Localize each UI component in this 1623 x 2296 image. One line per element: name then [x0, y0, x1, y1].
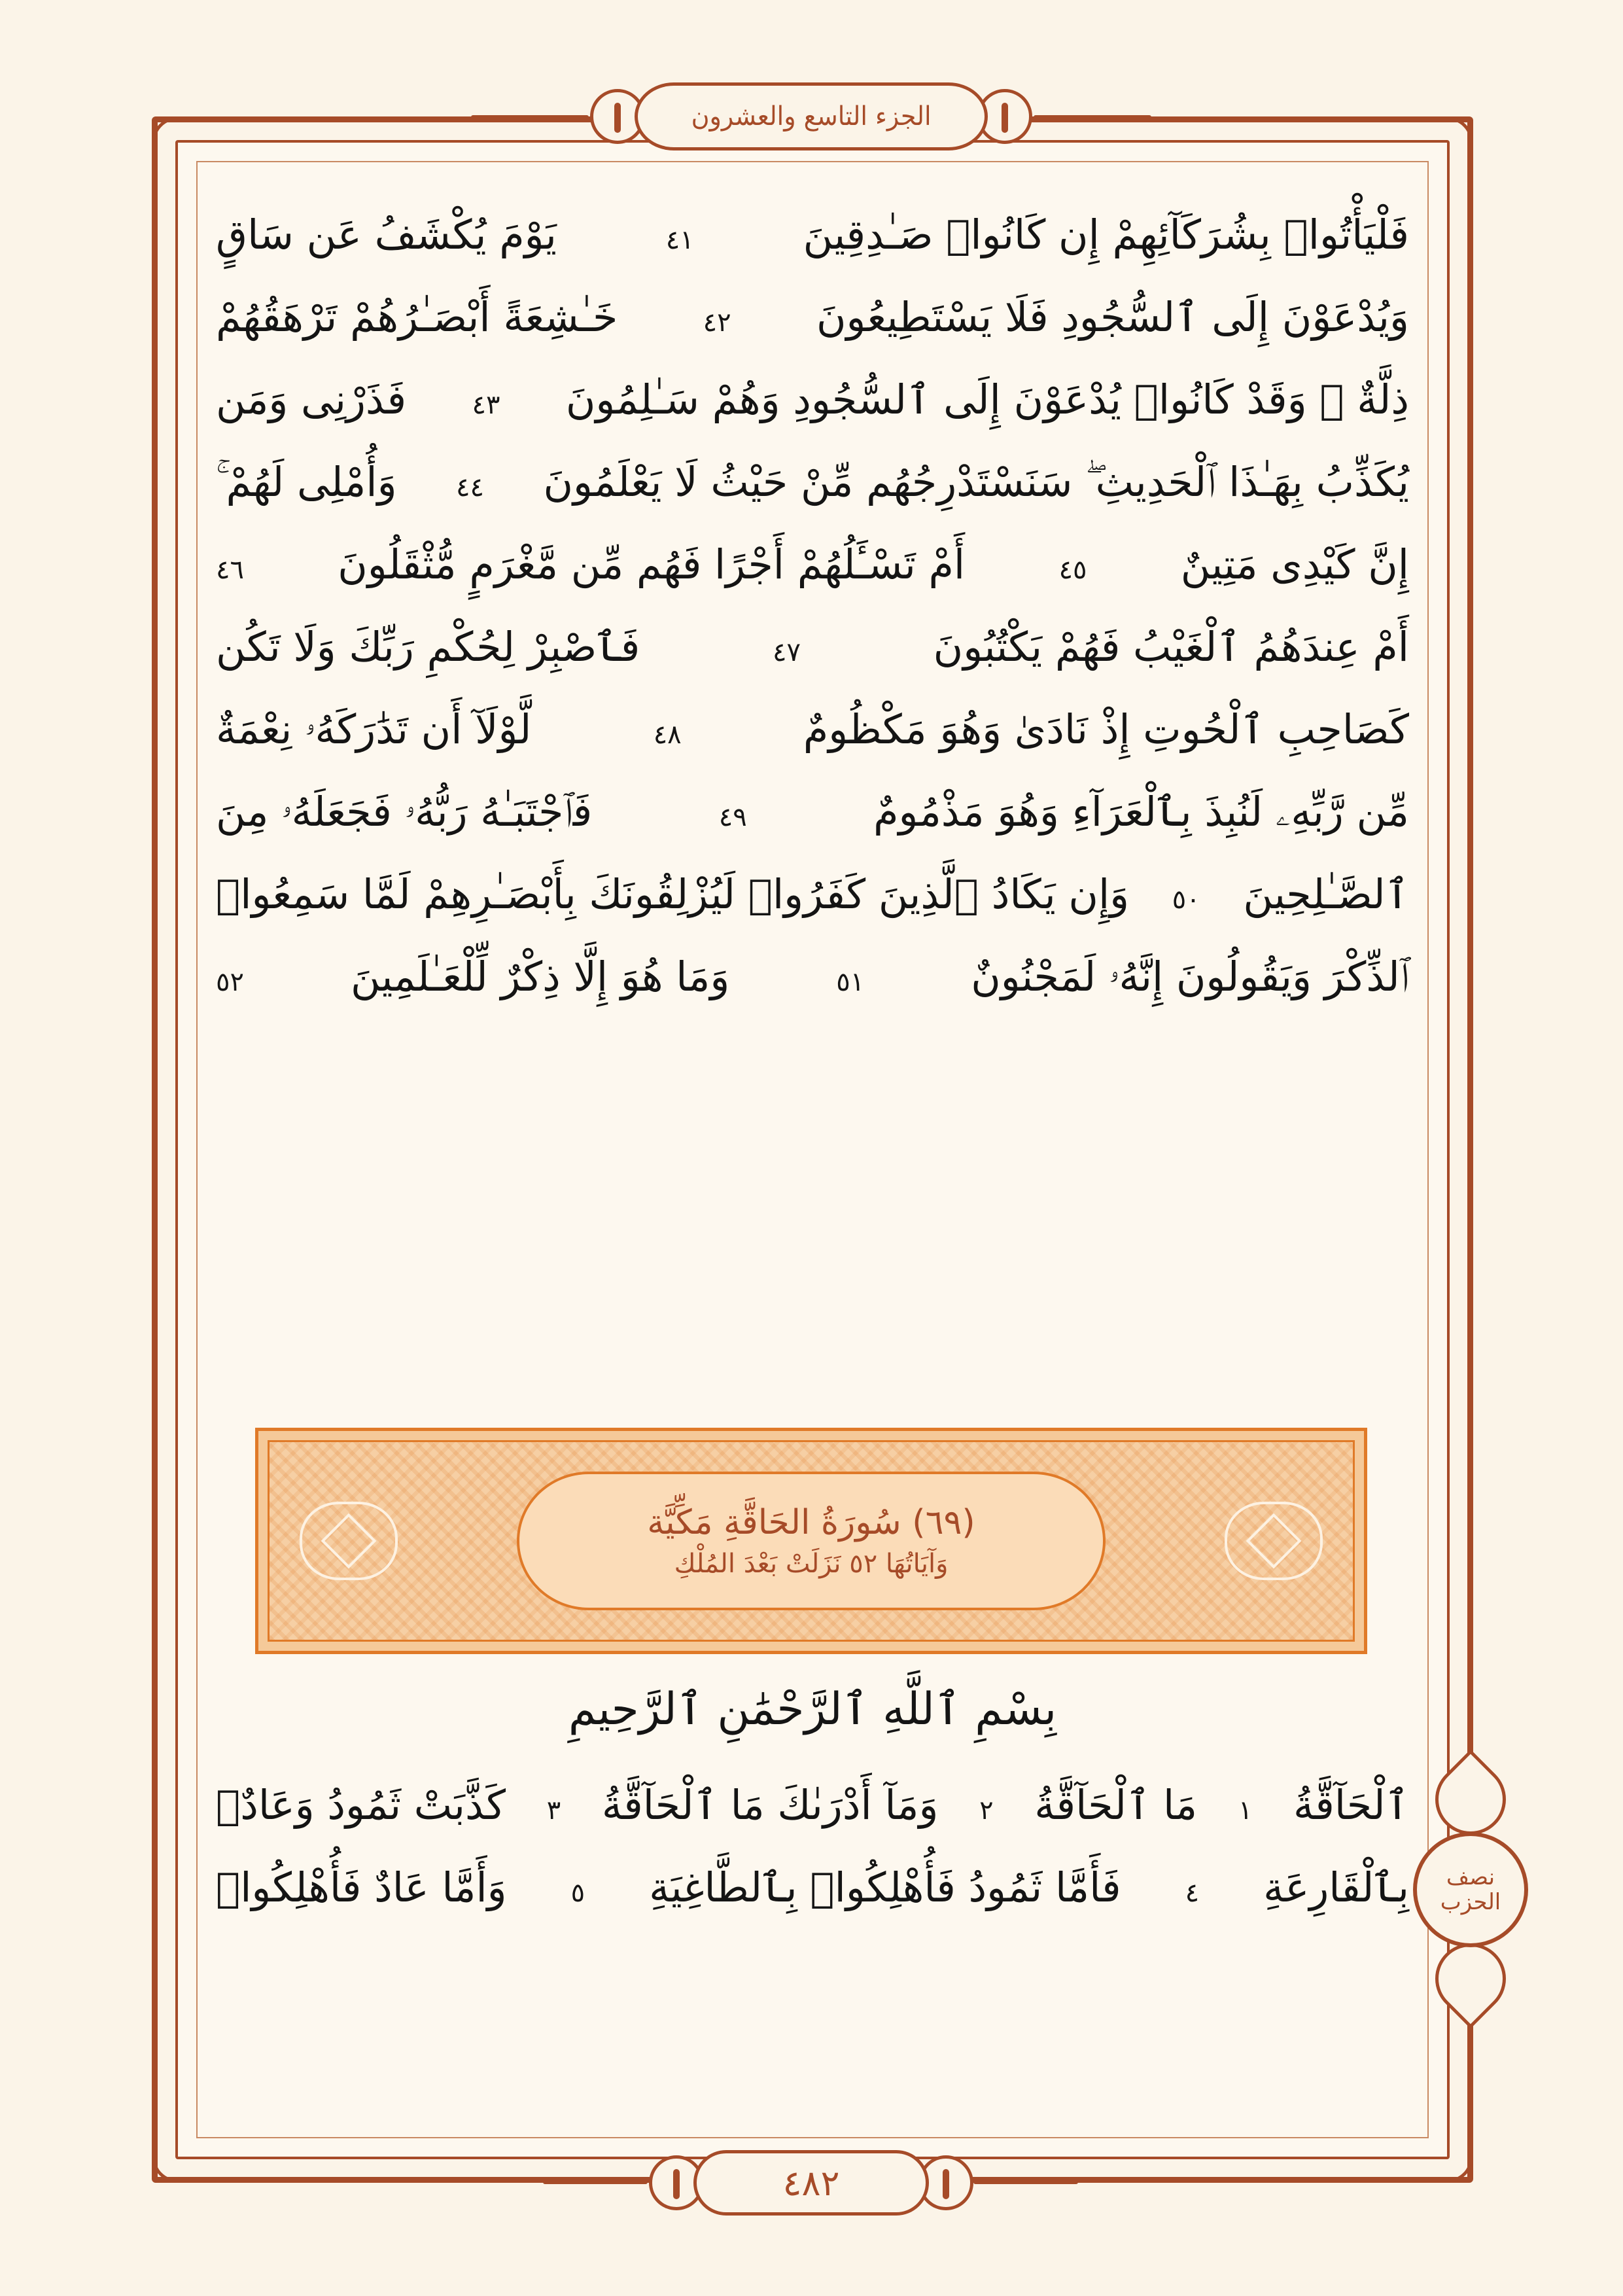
juz-label: الجزء التاسع والعشرون — [691, 101, 932, 132]
surah-title-line — [647, 1503, 975, 1542]
ayah-segment: أَمْ تَسْـَٔلُهُمْ أَجْرًا فَهُم مِّن مَّغْرَمٍ مُّثْقَلُونَ — [338, 540, 966, 588]
ayah-line — [216, 1849, 1409, 1932]
ayah-line — [216, 1767, 1409, 1849]
folio-rule-right — [973, 2180, 1078, 2184]
ayah-number: ٤٥ — [1058, 555, 1087, 585]
ayah-number: ٥١ — [836, 967, 865, 997]
ayah-segment: فَٱصْبِرْ لِحُكْمِ رَبِّكَ وَلَا تَكُن — [216, 623, 640, 671]
ayah-number: ٤٩ — [718, 802, 747, 832]
surah-title: سُورَةُ الحَاقَّةِ مَكِّيَّة — [647, 1503, 901, 1542]
corner-ornament-top-left — [152, 116, 212, 177]
corner-ornament-bottom-right — [1413, 2123, 1473, 2183]
ayah-segment: كَصَاحِبِ ٱلْحُوتِ إِذْ نَادَىٰ وَهُوَ مَكْظُومٌ — [803, 705, 1409, 753]
ayah-number: ٤ — [1185, 1878, 1200, 1908]
ayah-number: ٤٢ — [703, 308, 731, 338]
juz-rule-left — [471, 115, 589, 119]
quran-text-block — [216, 196, 1409, 1021]
ayah-line — [216, 609, 1409, 691]
ayah-segment: يُكَذِّبُ بِهَـٰذَا ٱلْحَدِيثِ ۖ سَنَسْتَدْرِجُهُم مِّنْ حَيْثُ لَا يَعْلَمُونَ — [543, 458, 1409, 506]
ayah-segment: ذِلَّةٌ ۖ وَقَدْ كَانُوا۟ يُدْعَوْنَ إِلَى ٱلسُّجُودِ وَهُمْ سَـٰلِمُونَ — [565, 376, 1409, 423]
ayah-segment: وَإِن يَكَادُ ٱلَّذِينَ كَفَرُوا۟ لَيُزْلِقُونَكَ بِأَبْصَـٰرِهِمْ لَمَّا سَمِعُوا۟ — [216, 870, 1130, 918]
ayah-line — [216, 856, 1409, 938]
juz-rule-right — [1034, 115, 1151, 119]
hizb-marker-ornament — [1399, 1754, 1537, 2028]
ayah-number: ٥٠ — [1172, 885, 1200, 915]
ayah-segment: بِٱلْقَارِعَةِ — [1263, 1863, 1409, 1911]
panel-medallion-right-icon — [1225, 1502, 1323, 1580]
hizb-circle — [1413, 1832, 1528, 1947]
ayah-segment: ٱلصَّـٰلِحِينَ — [1243, 870, 1409, 918]
ayah-segment: وَمَآ أَدْرَىٰكَ مَا ٱلْحَآقَّةُ — [601, 1781, 939, 1829]
ayah-segment: وَأُمْلِى لَهُمْ ۚ — [216, 458, 397, 506]
surah-title-cartouche — [517, 1472, 1106, 1610]
ayah-number: ٣ — [546, 1795, 561, 1826]
page-number-ornament — [615, 2150, 1007, 2216]
ayah-segment: كَذَّبَتْ ثَمُودُ وَعَادٌۢ — [216, 1781, 506, 1829]
folio-rule-left — [543, 2180, 648, 2184]
surah-heading-panel — [255, 1428, 1367, 1654]
ayah-number: ١ — [1238, 1795, 1253, 1826]
hizb-label: نصف الحزب — [1440, 1864, 1501, 1915]
ayah-segment: يَوْمَ يُكْشَفُ عَن سَاقٍ — [216, 211, 557, 258]
ayah-line — [216, 279, 1409, 361]
corner-ornament-bottom-left — [152, 2123, 212, 2183]
ayah-segment: مَا ٱلْحَآقَّةُ — [1034, 1781, 1198, 1829]
ayah-segment: فَٱجْتَبَـٰهُ رَبُّهُۥ فَجَعَلَهُۥ مِنَ — [216, 788, 593, 836]
ayah-number: ٥ — [570, 1878, 585, 1908]
ayah-segment: ٱلذِّكْرَ وَيَقُولُونَ إِنَّهُۥ لَمَجْنُونٌ — [971, 953, 1409, 1000]
page-number: ٤٨٢ — [782, 2162, 840, 2204]
ayah-segment: وَمَا هُوَ إِلَّا ذِكْرٌ لِّلْعَـٰلَمِينَ — [350, 953, 730, 1000]
ayah-segment: فَذَرْنِى وَمَن — [216, 376, 407, 423]
ayah-line — [216, 361, 1409, 444]
surah-subtitle: وَآيَاتُهَا ٥٢ نَزَلَتْ بَعْدَ المُلْكِ — [674, 1549, 949, 1579]
ayah-number: ٥٢ — [216, 967, 244, 997]
surah-text-block — [216, 1767, 1409, 1932]
panel-medallion-left-icon — [300, 1502, 398, 1580]
ayah-line — [216, 444, 1409, 526]
ayah-number: ٤٣ — [472, 390, 500, 420]
ayah-line — [216, 196, 1409, 279]
ayah-segment: وَيُدْعَوْنَ إِلَى ٱلسُّجُودِ فَلَا يَسْتَطِيعُونَ — [816, 293, 1409, 341]
ayah-number: ٢ — [979, 1795, 994, 1826]
ayah-segment: مِّن رَّبِّهِۦ لَنُبِذَ بِٱلْعَرَآءِ وَهُوَ مَذْمُومٌ — [873, 788, 1409, 836]
ayah-number: ٤٦ — [216, 555, 244, 585]
surah-number: (٦٩) — [912, 1503, 975, 1542]
ayah-line — [216, 773, 1409, 856]
ayah-segment: خَـٰشِعَةً أَبْصَـٰرُهُمْ تَرْهَقُهُمْ — [216, 293, 618, 341]
ayah-segment: إِنَّ كَيْدِى مَتِينٌ — [1180, 540, 1409, 588]
ayah-number: ٤٧ — [772, 637, 801, 667]
basmala-line: بِسْمِ ٱللَّهِ ٱلرَّحْمَٰنِ ٱلرَّحِيمِ — [568, 1684, 1057, 1735]
ayah-line — [216, 526, 1409, 609]
ayah-line — [216, 691, 1409, 773]
ayah-segment: فَأَمَّا ثَمُودُ فَأُهْلِكُوا۟ بِٱلطَّاغِيَةِ — [649, 1863, 1121, 1911]
juz-label-cartouche — [635, 82, 988, 150]
ayah-segment: وَأَمَّا عَادٌ فَأُهْلِكُوا۟ — [216, 1863, 507, 1911]
ayah-line — [216, 938, 1409, 1021]
ayah-number: ٤١ — [665, 225, 694, 255]
surah-heading-ornament — [268, 1440, 1355, 1642]
ayah-number: ٤٤ — [456, 472, 484, 503]
ayah-segment: لَّوْلَآ أَن تَدَٰرَكَهُۥ نِعْمَةٌ — [216, 705, 532, 753]
ayah-number: ٤٨ — [653, 720, 682, 750]
page-number-cartouche — [693, 2150, 929, 2216]
ayah-segment: ٱلْحَآقَّةُ — [1293, 1781, 1409, 1829]
ayah-segment: فَلْيَأْتُوا۟ بِشُرَكَآئِهِمْ إِن كَانُوا۟ صَـٰدِقِينَ — [803, 211, 1409, 258]
juz-header-ornament — [550, 82, 1073, 150]
ayah-segment: أَمْ عِندَهُمُ ٱلْغَيْبُ فَهُمْ يَكْتُبُونَ — [933, 623, 1409, 671]
corner-ornament-top-right — [1413, 116, 1473, 177]
